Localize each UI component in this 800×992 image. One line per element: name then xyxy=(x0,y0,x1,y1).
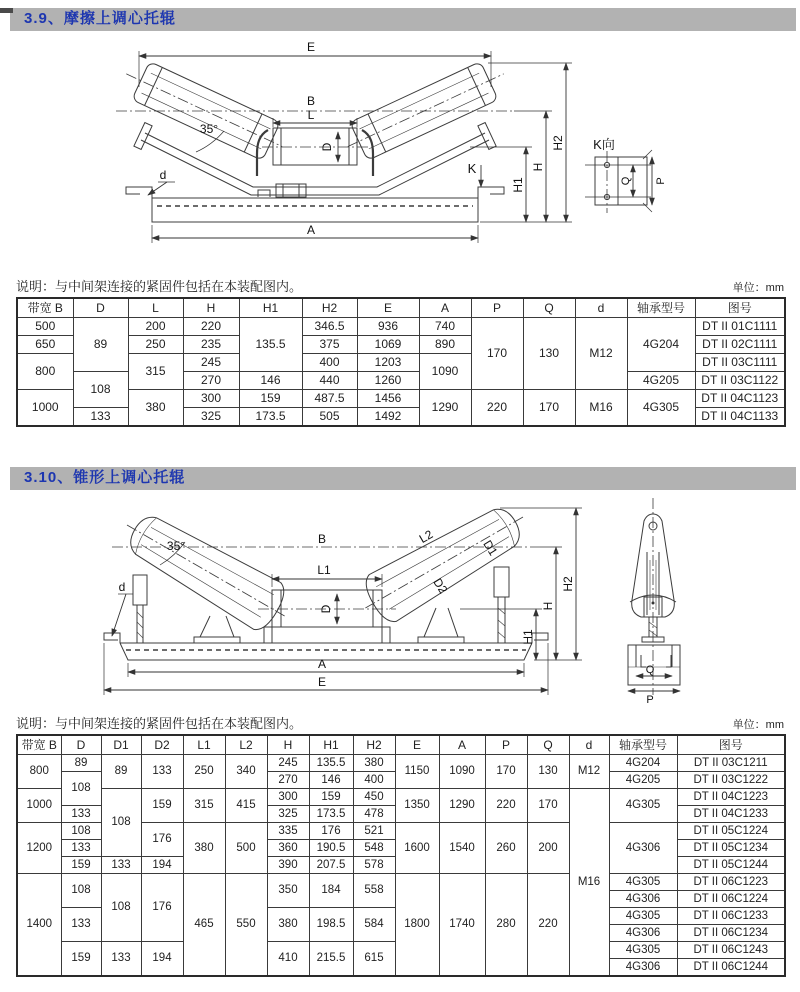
column-header: D2 xyxy=(141,735,183,755)
cell: 173.5 xyxy=(309,806,353,823)
cell: 190.5 xyxy=(309,840,353,857)
cell: 220 xyxy=(471,390,523,427)
cell: 4G306 xyxy=(609,891,677,908)
cell: 194 xyxy=(141,942,183,977)
cell: 1400 xyxy=(17,874,61,977)
cell: 500 xyxy=(225,823,267,874)
cell: 936 xyxy=(357,318,419,336)
cell: 4G306 xyxy=(609,959,677,977)
cell: 4G305 xyxy=(609,908,677,925)
column-header: Q xyxy=(527,735,569,755)
cell: DT II 04C1223 xyxy=(677,789,785,806)
dim-label-K: K xyxy=(467,161,477,176)
column-header: E xyxy=(395,735,439,755)
assembly-note: 说明：与中间架连接的紧固件包括在本装配图内。 xyxy=(16,279,303,294)
dim-label-D: D xyxy=(320,142,334,152)
cell: 159 xyxy=(309,789,353,806)
dim-label-L: L xyxy=(307,108,315,122)
cell: 198.5 xyxy=(309,908,353,942)
scan-artifact xyxy=(0,8,13,13)
cell: 380 xyxy=(128,390,183,427)
cell: 300 xyxy=(183,390,239,408)
cell: 1800 xyxy=(395,874,439,977)
cell: 220 xyxy=(527,874,569,977)
cell: 159 xyxy=(239,390,302,408)
dim-label-Q: Q xyxy=(645,664,655,676)
cell: DT II 03C1122 xyxy=(695,372,785,390)
dim-label-D2: D2 xyxy=(430,575,451,597)
cell: 410 xyxy=(267,942,309,977)
cell: 1350 xyxy=(395,789,439,823)
cell: 450 xyxy=(353,789,395,806)
column-header: Q xyxy=(523,298,575,318)
cell: DT II 01C1111 xyxy=(695,318,785,336)
cell: 220 xyxy=(183,318,239,336)
column-header: H1 xyxy=(239,298,302,318)
cell: 1456 xyxy=(357,390,419,408)
base-frame xyxy=(126,187,504,222)
dim-label-E: E xyxy=(306,40,316,54)
cell: 400 xyxy=(302,354,357,372)
conical-idler-drawing xyxy=(0,490,800,712)
dim-label-H2: H2 xyxy=(551,135,565,151)
cell: 170 xyxy=(471,318,523,390)
cell: 300 xyxy=(267,789,309,806)
cell: DT II 04C1133 xyxy=(695,408,785,427)
cell: 159 xyxy=(141,789,183,823)
cell: DT II 03C1211 xyxy=(677,755,785,772)
cell: 1492 xyxy=(357,408,419,427)
column-header: D xyxy=(61,735,101,755)
cell: 135.5 xyxy=(309,755,353,772)
k-view-label: K向 xyxy=(593,137,615,152)
cell: 1090 xyxy=(439,755,485,789)
cell: 380 xyxy=(353,755,395,772)
right-roller xyxy=(339,55,513,166)
unit-label: 单位：mm xyxy=(732,282,784,294)
cell: M12 xyxy=(575,318,627,390)
cell: 270 xyxy=(267,772,309,789)
cell: 380 xyxy=(267,908,309,942)
column-header: 轴承型号 xyxy=(609,735,677,755)
cell: 1290 xyxy=(419,390,471,427)
cell: DT II 05C1224 xyxy=(677,823,785,840)
cell: 1203 xyxy=(357,354,419,372)
cell: 235 xyxy=(183,336,239,354)
cell: 1540 xyxy=(439,823,485,874)
column-header: H2 xyxy=(302,298,357,318)
cell: 1600 xyxy=(395,823,439,874)
left-cone-roller xyxy=(112,501,298,640)
dim-label-H2: H2 xyxy=(561,576,575,592)
header-row xyxy=(17,735,785,755)
column-header: E xyxy=(357,298,419,318)
cell: DT II 06C1223 xyxy=(677,874,785,891)
cell: 159 xyxy=(61,942,101,977)
cell: 390 xyxy=(267,857,309,874)
cell: DT II 04C1233 xyxy=(677,806,785,823)
cell: 1150 xyxy=(395,755,439,789)
cell: 1090 xyxy=(419,354,471,390)
cell: 1740 xyxy=(439,874,485,977)
cell: 4G204 xyxy=(609,755,677,772)
dim-label-P: P xyxy=(646,694,654,706)
column-header: H2 xyxy=(353,735,395,755)
section-title: 3.10、锥形上调心托辊 xyxy=(24,469,186,486)
cell: 215.5 xyxy=(309,942,353,977)
cell: 584 xyxy=(353,908,395,942)
cell: 521 xyxy=(353,823,395,840)
center-roller xyxy=(262,128,368,165)
left-roller xyxy=(117,55,291,166)
cell: 1000 xyxy=(17,789,61,823)
table-meta-row xyxy=(0,712,800,732)
dim-label-H1: H1 xyxy=(511,177,525,193)
section-header-3-10 xyxy=(10,467,796,490)
cell: 578 xyxy=(353,857,395,874)
cell: DT II 05C1234 xyxy=(677,840,785,857)
column-header: D xyxy=(73,298,128,318)
cell: 800 xyxy=(17,755,61,789)
cell: DT II 02C1111 xyxy=(695,336,785,354)
cell: 478 xyxy=(353,806,395,823)
spec-table-friction-idler xyxy=(16,297,786,427)
cell: DT II 06C1224 xyxy=(677,891,785,908)
cell: 200 xyxy=(128,318,183,336)
cell: 280 xyxy=(485,874,527,977)
cell: 548 xyxy=(353,840,395,857)
section-header-3-9 xyxy=(10,8,796,31)
cell: 1260 xyxy=(357,372,419,390)
cell: 220 xyxy=(485,789,527,823)
cell: 315 xyxy=(128,354,183,390)
cell: 335 xyxy=(267,823,309,840)
cell: 133 xyxy=(61,840,101,857)
dim-label-B: B xyxy=(317,532,327,546)
dim-label-D: D xyxy=(319,604,333,614)
cone-side-view xyxy=(628,498,680,706)
section-friction-idler xyxy=(0,8,800,427)
cell: 615 xyxy=(353,942,395,977)
cell: 260 xyxy=(485,823,527,874)
dim-label-d: d xyxy=(159,168,167,182)
dim-label-d: d xyxy=(118,580,126,594)
dim-label-E: E xyxy=(317,675,327,689)
column-header: P xyxy=(485,735,527,755)
cell: 89 xyxy=(61,755,101,772)
friction-idler-drawing xyxy=(0,31,800,275)
header-row xyxy=(17,298,785,318)
column-header: 轴承型号 xyxy=(627,298,695,318)
cell: M16 xyxy=(569,789,609,977)
cell: DT II 06C1244 xyxy=(677,959,785,977)
cell: DT II 05C1244 xyxy=(677,857,785,874)
dim-label-L1: L1 xyxy=(317,563,331,577)
cell: 415 xyxy=(225,789,267,823)
cell: M12 xyxy=(569,755,609,789)
cell: 4G305 xyxy=(609,874,677,891)
cell: 1290 xyxy=(439,789,485,823)
cell: 500 xyxy=(17,318,73,336)
cell: 270 xyxy=(183,372,239,390)
cell: DT II 03C1111 xyxy=(695,354,785,372)
cell: 315 xyxy=(183,789,225,823)
cell: 207.5 xyxy=(309,857,353,874)
cell: 4G205 xyxy=(609,772,677,789)
cell: 176 xyxy=(141,823,183,857)
column-header: 带宽 B xyxy=(17,298,73,318)
cell: 173.5 xyxy=(239,408,302,427)
dim-label-P: P xyxy=(655,177,667,185)
section-title: 3.9、摩擦上调心托辊 xyxy=(24,10,176,27)
cell: 558 xyxy=(353,874,395,908)
cell: 800 xyxy=(17,354,73,390)
cell: 550 xyxy=(225,874,267,977)
cell: 133 xyxy=(101,857,141,874)
base-frame xyxy=(104,633,548,660)
cell: 108 xyxy=(61,823,101,840)
column-header: L xyxy=(128,298,183,318)
dim-label-A: A xyxy=(317,657,327,671)
cell: 133 xyxy=(141,755,183,789)
column-header: L2 xyxy=(225,735,267,755)
cell: 4G205 xyxy=(627,372,695,390)
cell: 146 xyxy=(239,372,302,390)
cell: 170 xyxy=(527,789,569,823)
cell: 4G306 xyxy=(609,823,677,874)
dim-label-H: H xyxy=(541,601,555,611)
dim-label-angle: 35° xyxy=(199,122,219,136)
cell: 108 xyxy=(101,789,141,857)
cell: 89 xyxy=(73,318,128,372)
cell: 108 xyxy=(73,372,128,408)
cell: 133 xyxy=(61,908,101,942)
column-header: d xyxy=(575,298,627,318)
cell: 184 xyxy=(309,874,353,908)
cell: 360 xyxy=(267,840,309,857)
cell: 380 xyxy=(183,823,225,874)
column-header: d xyxy=(569,735,609,755)
cell: 108 xyxy=(61,874,101,908)
cell: 375 xyxy=(302,336,357,354)
cell: 4G306 xyxy=(609,925,677,942)
cell: 200 xyxy=(527,823,569,874)
cell: 89 xyxy=(101,755,141,789)
column-header: D1 xyxy=(101,735,141,755)
cell: 130 xyxy=(523,318,575,390)
cell: 170 xyxy=(523,390,575,427)
cell: 108 xyxy=(61,772,101,806)
cell: 325 xyxy=(183,408,239,427)
cell: 108 xyxy=(101,874,141,942)
cell: 245 xyxy=(183,354,239,372)
cell: 890 xyxy=(419,336,471,354)
cell: 350 xyxy=(267,874,309,908)
cell: 245 xyxy=(267,755,309,772)
cell: 346.5 xyxy=(302,318,357,336)
table-row xyxy=(17,318,785,336)
cell: 4G204 xyxy=(627,318,695,372)
cell: M16 xyxy=(575,390,627,427)
dim-label-angle: 35° xyxy=(166,539,186,553)
unit-label: 单位：mm xyxy=(732,719,784,731)
cell: 4G305 xyxy=(609,942,677,959)
dim-label-D1: D1 xyxy=(480,537,501,559)
cell: 176 xyxy=(309,823,353,840)
dim-label-Q: Q xyxy=(620,176,632,186)
cell: 1069 xyxy=(357,336,419,354)
cell: 1000 xyxy=(17,390,73,427)
trough-frame xyxy=(134,123,496,195)
cell: 159 xyxy=(61,857,101,874)
cell: 325 xyxy=(267,806,309,823)
cell: 505 xyxy=(302,408,357,427)
cell: 465 xyxy=(183,874,225,977)
dim-label-H: H xyxy=(531,162,545,172)
table-row xyxy=(17,789,785,806)
spec-table-conical-idler xyxy=(16,734,786,977)
column-header: A xyxy=(419,298,471,318)
section-conical-idler xyxy=(0,467,800,977)
dim-label-B: B xyxy=(306,94,316,108)
cell: 250 xyxy=(128,336,183,354)
cell: 135.5 xyxy=(239,318,302,372)
cell: 4G305 xyxy=(609,789,677,823)
cell: 133 xyxy=(73,408,128,427)
cell: 130 xyxy=(527,755,569,789)
dim-label-A: A xyxy=(306,223,316,237)
cell: 146 xyxy=(309,772,353,789)
cell: 650 xyxy=(17,336,73,354)
column-header: 图号 xyxy=(677,735,785,755)
assembly-note: 说明：与中间架连接的紧固件包括在本装配图内。 xyxy=(16,716,303,731)
cell: 194 xyxy=(141,857,183,874)
column-header: H1 xyxy=(309,735,353,755)
cell: 400 xyxy=(353,772,395,789)
cell: 4G305 xyxy=(627,390,695,427)
column-header: 带宽 B xyxy=(17,735,61,755)
cell: 250 xyxy=(183,755,225,789)
cell: DT II 04C1123 xyxy=(695,390,785,408)
column-header: P xyxy=(471,298,523,318)
k-view xyxy=(585,137,667,213)
table-row xyxy=(17,874,785,891)
cell: 340 xyxy=(225,755,267,789)
column-header: L1 xyxy=(183,735,225,755)
table-meta-row xyxy=(0,275,800,295)
cell: 1200 xyxy=(17,823,61,874)
cell: 440 xyxy=(302,372,357,390)
cell: DT II 06C1243 xyxy=(677,942,785,959)
cell: 133 xyxy=(61,806,101,823)
cell: DT II 03C1222 xyxy=(677,772,785,789)
dim-label-L2: L2 xyxy=(416,527,436,546)
table-row xyxy=(17,755,785,772)
cell: 170 xyxy=(485,755,527,789)
cell: DT II 06C1234 xyxy=(677,925,785,942)
table-row xyxy=(17,390,785,408)
cell: 487.5 xyxy=(302,390,357,408)
right-cone-roller xyxy=(352,493,538,632)
column-header: H xyxy=(267,735,309,755)
column-header: H xyxy=(183,298,239,318)
cell: DT II 06C1233 xyxy=(677,908,785,925)
dim-label-H1: H1 xyxy=(521,629,535,645)
cell: 176 xyxy=(141,874,183,942)
cell: 740 xyxy=(419,318,471,336)
column-header: 图号 xyxy=(695,298,785,318)
cell: 133 xyxy=(101,942,141,977)
column-header: A xyxy=(439,735,485,755)
